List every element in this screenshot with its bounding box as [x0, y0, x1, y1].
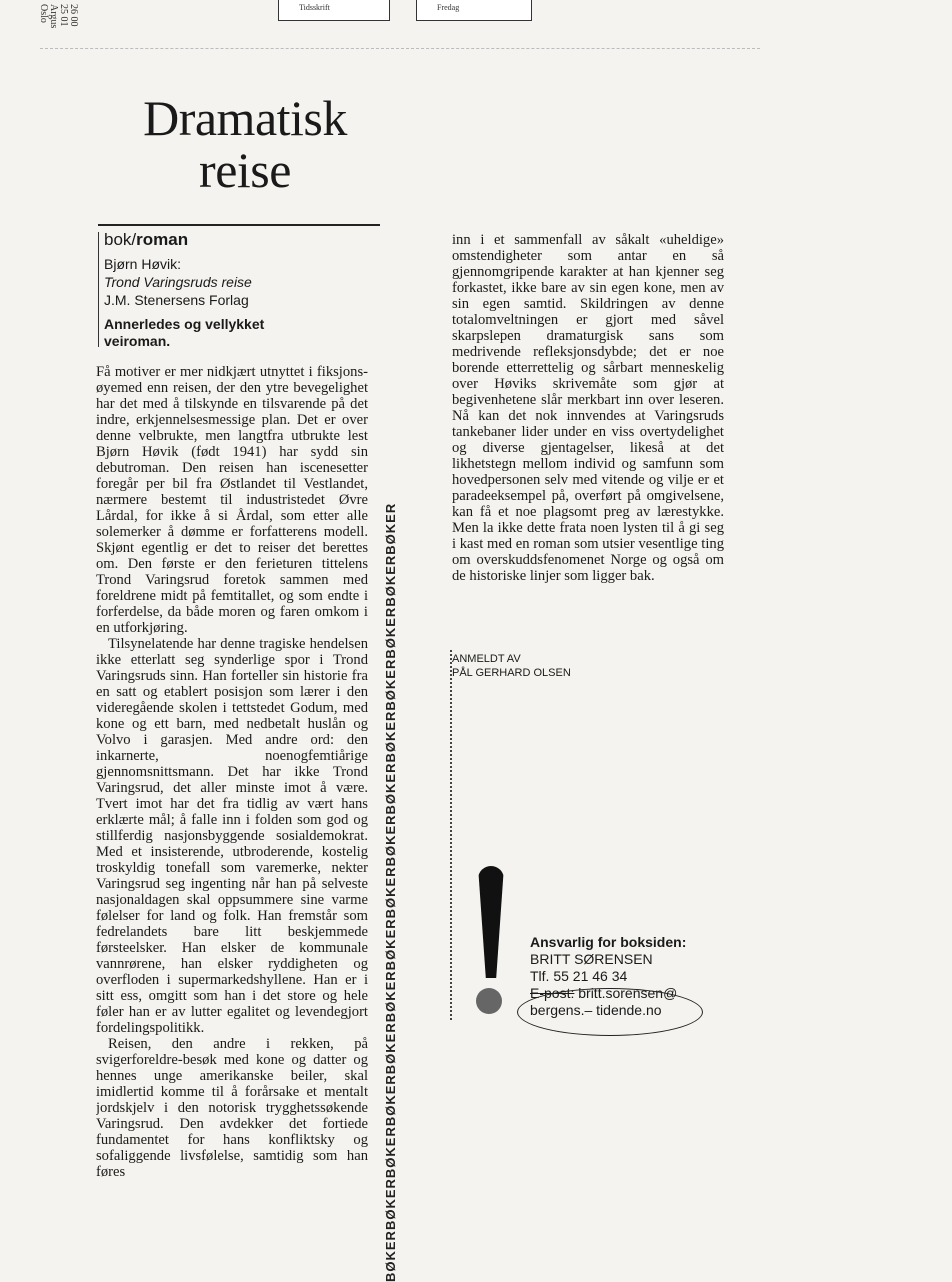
top-clip-left — [278, 0, 390, 21]
email-line-1: britt.sorensen@ — [574, 985, 678, 1001]
vertical-band-text: BØKERBØKERBØKERBØKERBØKERBØKERBØKERBØKERBØKERBØKERBØKERBØKERBØKERBØKERBØKER — [383, 502, 398, 1282]
headline-line-2: reise — [199, 142, 291, 198]
headline-rule — [98, 224, 380, 226]
headline-line-1: Dramatisk — [143, 90, 347, 146]
book-title: Trond Varingsruds reise — [104, 274, 252, 290]
contact-name: BRITT SØRENSEN — [530, 951, 653, 967]
book-author: Bjørn Høvik: — [104, 256, 181, 272]
byline — [452, 652, 571, 680]
exclamation-bar-icon — [478, 866, 504, 978]
top-clip-left-label: Tidsskrift — [299, 3, 330, 12]
cut-line — [40, 48, 760, 49]
email-line-2: bergens.– tidende.no — [530, 1002, 662, 1018]
paragraph: Tilsynelatende har denne tragiske hendelsen ikke etterlatt seg synderlige spor i Trond Varingsruds sinn. Han forteller sin historie fra en satt og etablert posisjon som lærer i den videregående skolen i tettstedet Godum, med kone og ett barn, med nedbetalt huslån og Volvo i garasjen. Med andre ord: den inkarnerte, noenogfemtiårige gjennomsnittsmann. Det har ikke Trond Varingsrud, det aller minste imot å være. Tvert imot har det fra tidlig av vært hans erklærte mål; å falle inn i folden som god og stillferdig nasjonsbyggende sosialdemokrat. Med et insisterende, utbroderende, kostelig troskyldig tonefall som varemerke, nekter Varingsrud seg ingenting når han på selveste nasjonaldagen skal oppsummere sine varme følelser for land og folk. Han fremstår som fedrelandets bare litt beskjemmede førsteelsker. Han elsker de kommunale vannrørene, han elsker ryddigheten og overfloden i supermarkedshyllene. Han er i sitt ess, omgitt som han i det store og hele føler han er av lutter egalitet og levendegjort fordelingspolitikk. — [96, 636, 368, 1036]
stamp-line-1: 26 00 — [68, 4, 79, 27]
contact-label: Ansvarlig for boksiden: — [530, 934, 687, 950]
lead-text: Annerledes og vellykket veiroman. — [104, 316, 265, 349]
paragraph: Reisen, den andre i rekken, på svigerforeldre-besøk med kone og datter og hennes unge amerikanske beiler, skal imidlertid komme til å forårsake et mentalt jordskjelv i den notorisk trygghetssøkende Varingsrud. Den avdekker det fortiede fundamentet for hans konfliktsky og sofaliggende livsfølelse, samtidig som han føres — [96, 1036, 368, 1180]
book-publisher: J.M. Stenersens Forlag — [104, 292, 249, 308]
margin-rule — [98, 232, 99, 347]
headline — [110, 92, 380, 196]
paragraph: Få motiver er mer nidkjært utnyttet i fiksjons-øyemed enn reisen, der den ytre bevegelighet har det med å tilskynde en tilsvarende på det indre, erkjennelsesmessige plan. Det er over denne velbrukte, men langtfra utbrukte lest Bjørn Høvik (født 1941) har sydd sin debutroman. Den reisen han iscenesetter foregår per bil fra Østlandet til Vestlandet, nærmere bestemt til industristedet Øvre Lårdal, for ikke å si Årdal, som etter alle solemerker å dømme er forfatterens modell. Skjønt egentlig er det to reiser det berettes om. Den første er den ferieturen tittelens Trond Varingsrud foretok sammen med foreldrene midt på femtitallet, og som endte i forferdelse, da både moren og faren omkom i en utforkjøring. — [96, 364, 368, 636]
section-name: roman — [136, 230, 189, 249]
vertical-band — [380, 62, 402, 1282]
article-column-2 — [452, 232, 724, 584]
archive-stamp — [38, 4, 78, 74]
email-circle-mark — [517, 988, 703, 1036]
exclamation-dot-icon — [476, 988, 502, 1014]
contact-phone: Tlf. 55 21 46 34 — [530, 968, 628, 984]
top-clip-right-label: Fredag — [437, 3, 460, 12]
section-prefix: bok/ — [104, 230, 137, 249]
stamp-line-2: 25 01 — [58, 4, 69, 27]
section-label — [104, 230, 188, 250]
paragraph: inn i et sammenfall av såkalt «uheldige» omstendigheter som antar en så gjennomgripende karakter at han kjenner seg forkastet, ikke bare av sin egen kone, men av sin egen samtid. Skildringen av denne totalomveltningen er gjort med såvel skarpslepen dramaturgisk sans som medrivende refleksjonsdybde; det er noe borende etterrettelig og sårbart menneskelig over Høviks skrivemåte som gjør at begivenhetene slår merkbart inn over leseren. Nå kan det nok innvendes at Varingsruds tankebaner lider under en viss overtydelighet og diverse gjentagelser, likeså at det likhetstegn mellom individ og samfunn som hovedpersonen selv med vitende og vilje er et paradeeksempel på, overført på omgivelsene, kan få et noe plagsomt preg av lærestykke. Men la ikke dette frata noen lysten til å gi seg i kast med en roman som utsier vesentlige ting om overskuddsfenomenet Norge og også om de historiske linjer som ligger bak. — [452, 232, 724, 584]
stamp-line-4: Oslo — [38, 4, 49, 23]
byline-name: PÅL GERHARD OLSEN — [452, 667, 571, 679]
top-clip-right — [416, 0, 532, 21]
book-info — [104, 255, 252, 309]
article-column-1 — [96, 364, 368, 1280]
stamp-line-3: Argus — [48, 4, 59, 29]
email-prefix: E-post: — [530, 985, 575, 1001]
dotted-divider — [450, 650, 452, 1020]
byline-label: ANMELDT AV — [452, 653, 521, 665]
